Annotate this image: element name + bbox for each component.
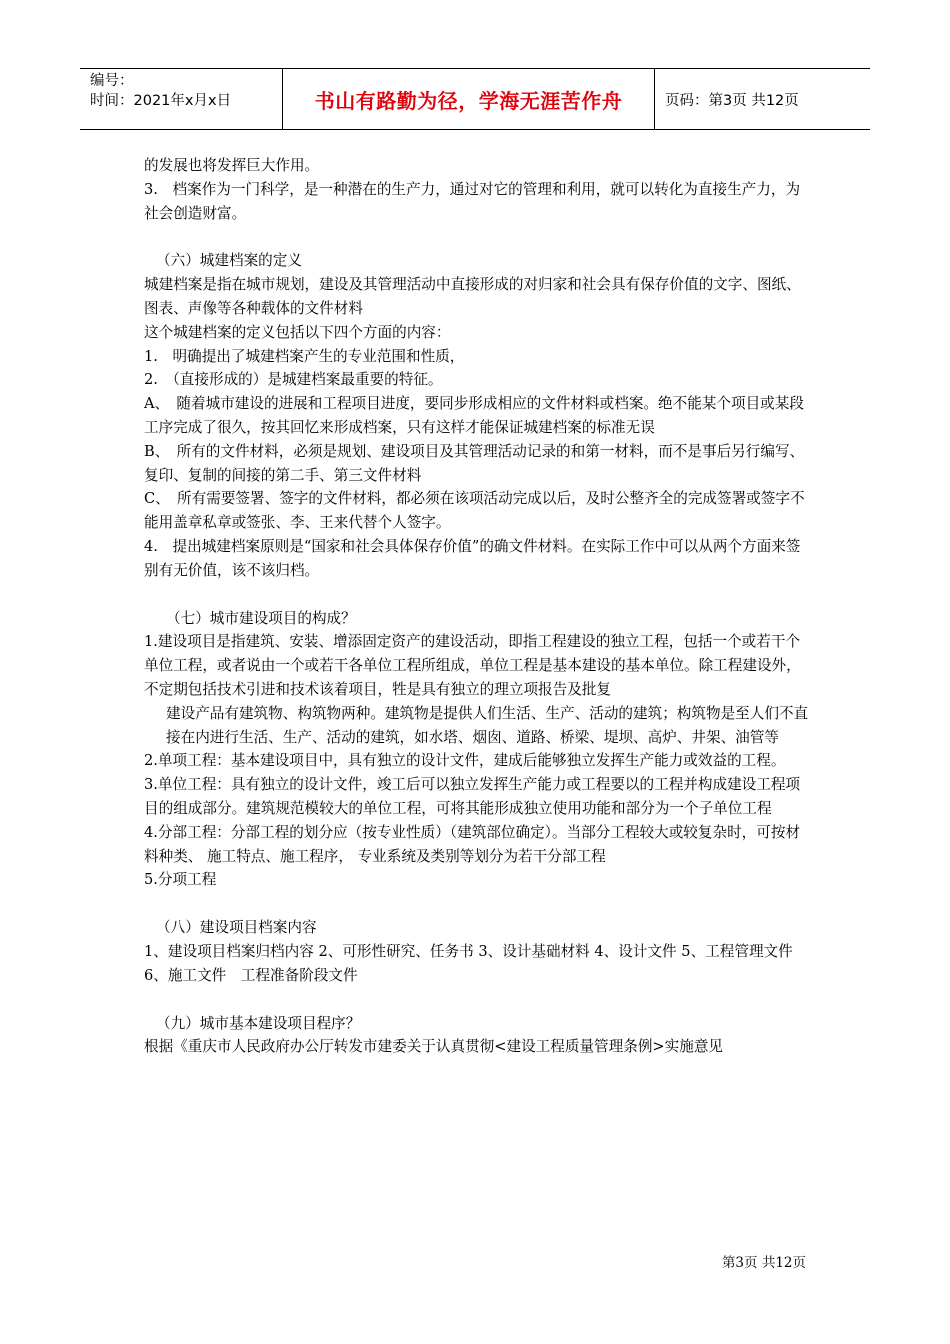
paragraph: 3. 档案作为一门科学，是一种潜在的生产力，通过对它的管理和利用，就可以转化为直接生产力，为社会创造财富。 (144, 180, 801, 222)
paragraph: 2. （直接形成的）是城建档案最重要的特征。 (144, 371, 443, 389)
paragraph: A、 随着城市建设的进展和工程项目进度，要同步形成相应的文件材料或档案。绝不能某个项目或某段工序完成了很久，按其回忆来形成档案，只有这样才能保证城建档案的标准无误 (144, 395, 804, 436)
paragraph: 4.分部工程：分部工程的划分应（按专业性质）（建筑部位确定）。当部分工程较大或较复杂时，可按材料种类、 施工特点、施工程序， 专业系统及类别等划分为若干分部工程 (144, 823, 801, 865)
header-page-number: 页码：第3页 共12页 (665, 92, 799, 109)
header-meta (80, 69, 282, 129)
header-motto: 书山有路勤为径，学海无涯苦作舟 (282, 69, 655, 129)
paragraph: 5.分项工程 (144, 871, 217, 889)
paragraph: 2.单项工程：基本建设项目中，具有独立的设计文件，建成后能够独立发挥生产能力或效益的工程。 (144, 752, 786, 770)
section-heading: （七）城市建设项目的构成？ (166, 609, 356, 627)
document-body (144, 154, 810, 1059)
document-date: 时间：2021年x月x日 (90, 93, 232, 109)
section-heading: （六）城建档案的定义 (156, 252, 302, 270)
paragraph: B、 所有的文件材料，必须是规划、建设项目及其管理活动记录的和第一材料，而不是事后另行编写、复印、复制的间接的第二手、第三文件材料 (144, 442, 805, 484)
paragraph: 建设产品有建筑物、构筑物两种。建筑物是提供人们生活、生产、活动的建筑；构筑物是至人们不直接在内进行生活、生产、活动的建筑，如水塔、烟囱、道路、桥梁、堤坝、高炉、井架、油管等 (166, 704, 809, 746)
paragraph: 根据《重庆市人民政府办公厅转发市建委关于认真贯彻<建设工程质量管理条例>实施意见 (144, 1038, 724, 1056)
paragraph: 1. 明确提出了城建档案产生的专业范围和性质， (144, 347, 465, 365)
page-footer: 第3页 共12页 (721, 1255, 806, 1271)
paragraph: 3.单位工程：具有独立的设计文件，竣工后可以独立发挥生产能力或工程要以的工程并构成建设工程项目的组成部分。建筑规范模较大的单位工程，可将其能形成独立使用功能和部分为一个子单位工程 (144, 776, 801, 817)
paragraph: C、 所有需要签署、签字的文件材料，都必须在该项活动完成以后，及时公整齐全的完成签署或签字不能用盖章私章或签张、李、王来代替个人签字。 (144, 490, 805, 532)
page-header (80, 68, 870, 130)
section-heading: （九）城市基本建设项目程序？ (156, 1014, 361, 1032)
paragraph: 这个城建档案的定义包括以下四个方面的内容： (144, 323, 451, 341)
paragraph: 1、建设项目档案归档内容 2、可形性研究、任务书 3、设计基础材料 4、设计文件 5、工程管理文件 (144, 942, 793, 960)
paragraph: 6、施工文件 工程准备阶段文件 (144, 966, 358, 984)
paragraph: 1.建设项目是指建筑、安装、增添固定资产的建设活动，即指工程建设的独立工程，包括一个或若干个单位工程，或者说由一个或若干各单位工程所组成，单位工程是基本建设的基本单位。除工程建设外，不定期包括技术引进和技术该着项目，牲是具有独立的理立项报告及批复 (144, 633, 801, 698)
paragraph: 的发展也将发挥巨大作用。 (144, 157, 320, 174)
section-heading: （八）建设项目档案内容 (156, 919, 317, 937)
document-number-label: 编号： (90, 73, 134, 89)
paragraph: 4. 提出城建档案原则是“国家和社会具体保存价值”的确文件材料。在实际工作中可以从两个方面来签别有无价值，该不该归档。 (144, 537, 801, 579)
paragraph: 城建档案是指在城市规划，建设及其管理活动中直接形成的对归家和社会具有保存价值的文字、图纸、图表、声像等各种载体的文件材料 (144, 276, 801, 317)
